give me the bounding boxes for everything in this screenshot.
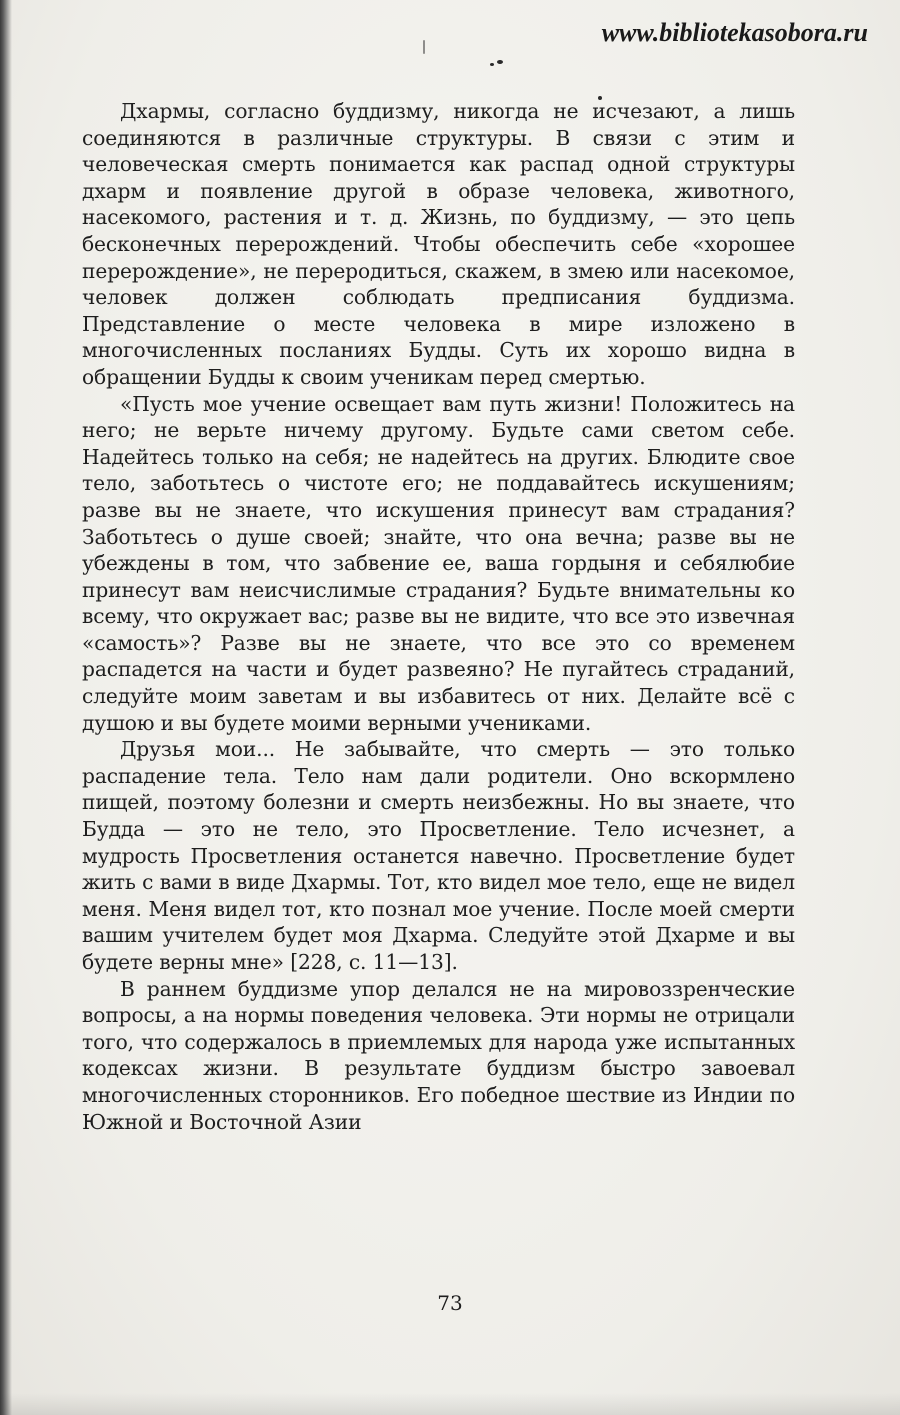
paragraph: Дхармы, согласно буддизму, никогда не исчезают, а лишь соединяются в различные структуры. В связи с этим и человеческая смерть понимается как распад одной структуры дхарм и появление другой в образе человека, животного, насекомого, растения и т. д. Жизнь, по буддизму, — это цепь бесконечных перерождений. Чтобы обеспечить себе «хорошее перерождение», не переродиться, скажем, в змею или насекомое, человек должен соблюдать предписания буддизма. Представление о месте человека в мире изложено в многочисленных посланиях Будды. Суть их хорошо видна в обращении Будды к своим ученикам перед смертью. xyxy=(82,99,795,389)
site-watermark: www.bibliotekasobora.ru xyxy=(601,18,868,47)
body-text xyxy=(82,98,795,1135)
page-binding-shadow xyxy=(0,0,12,1415)
paragraph: «Пусть мое учение освещает вам путь жизни! Положитесь на него; не верьте ничему другому. Будьте сами светом себе. Надейтесь только на себя; не надейтесь на других. Блюдите свое тело, заботьтесь о чистоте его; не поддавайтесь искушениям; разве вы не знаете, что искушения принесут вам страдания? Заботьтесь о душе своей; знайте, что она вечна; разве вы не убеждены в том, что забвение ее, ваша гордыня и себялюбие принесут вам неисчислимые страдания? Будьте внимательны ко всему, что окружает вас; разве вы не видите, что все это извечная «самость»? Разве вы не знаете, что все это со временем распадется на части и будет развеяно? Не пугайтесь страданий, следуйте моим заветам и вы избавитесь от них. Делайте всё с душою и вы будете моими верными учениками. xyxy=(82,391,795,735)
scan-speck xyxy=(497,60,503,64)
scan-bottom-edge xyxy=(0,1393,900,1415)
paragraph: В раннем буддизме упор делался не на мировоззренческие вопросы, а на нормы поведения человека. Эти нормы не отрицали того, что содержалось в приемлемых для народа уже испытанных кодексах жизни. В результате буддизм быстро завоевал многочисленных сторонников. Его победное шествие из Индии по Южной и Восточной Азии xyxy=(82,976,795,1134)
page-number: 73 xyxy=(437,1291,463,1315)
paragraph: Друзья мои... Не забывайте, что смерть — это только распадение тела. Тело нам дали родители. Оно вскормлено пищей, поэтому болезни и смерть неизбежны. Но вы знаете, что Будда — это не тело, это Просветление. Тело исчезнет, а мудрость Просветления останется навечно. Просветление будет жить с вами в виде Дхармы. Тот, кто видел мое тело, еще не видел меня. Меня видел тот, кто познал мое учение. После моей смерти вашим учителем будет моя Дхарма. Следуйте этой Дхарме и вы будете верны мне» [228, с. 11—13]. xyxy=(82,737,795,974)
scan-speck xyxy=(423,40,425,54)
scan-speck xyxy=(490,63,494,66)
